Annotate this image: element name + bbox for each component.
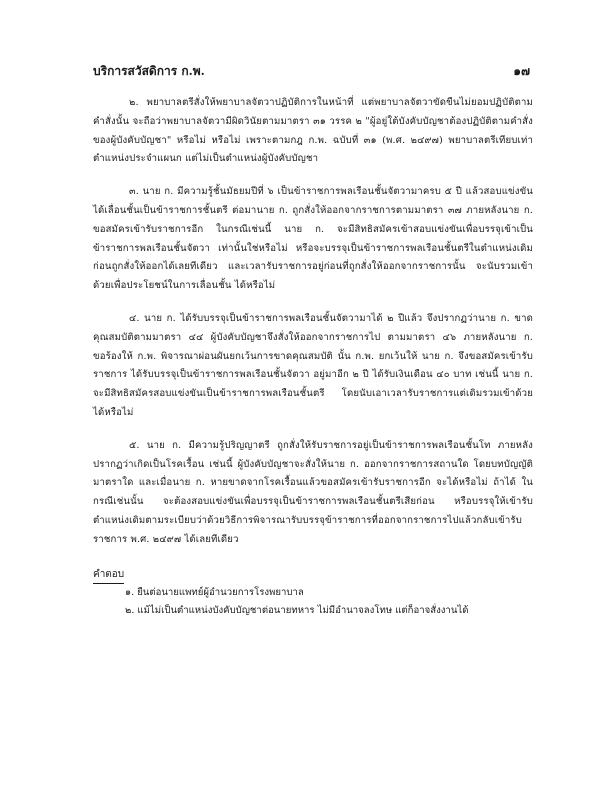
running-title: บริการสวัสดิการ ก.พ.	[93, 64, 205, 78]
page-number: ๑๗	[513, 64, 530, 78]
answer-item: ๑. ยืนต่อนายแพทย์ผู้อำนวยการโรงพยาบาล	[125, 586, 304, 598]
answer-section	[93, 562, 533, 622]
answer-item: ๒. แม้ไม่เป็นตำแหน่งบังคับบัญชาต่อนายทหาร ไม่มีอำนาจลงโทษ แต่ก็อาจสั่งงานได้	[125, 605, 469, 617]
question-5-paragraph: ๕. นาย ก. มีความรู้ปริญญาตรี ถูกสั่งให้รับราชการอยู่เป็นข้าราชการพลเรือนชั้นโท ภายหลังปรากฏว่าเกิดเป็นโรคเรื้อน เช่นนี้ ผู้บังคับบัญชาจะสั่งให้นาย ก. ออกจากราชการสถานใด โดยบทบัญญัติมาตราใด และเมื่อนาย ก. หายขาดจากโรคเรื้อนแล้วขอสมัครเข้ารับราชการอีก จะได้หรือไม่ ถ้าได้ ในกรณีเช่นนั้น จะต้องสอบแข่งขันเพื่อบรรจุเป็นข้าราชการพลเรือนชั้นตรีเสียก่อน หรือบรรจุให้เข้ารับตำแหน่งเดิมตามระเบียบว่าด้วยวิธีการพิจารณารับบรรจุข้าราชการที่ออกจากราชการไปแล้วกลับเข้ารับราชการ พ.ศ. ๒๔๙๗ ได้เลยทีเดียว	[93, 439, 533, 545]
document-body	[93, 94, 533, 621]
answer-heading: คำตอบ	[93, 567, 124, 584]
question-2-paragraph: ๒. พยาบาลตรีสั่งให้พยาบาลจัตวาปฏิบัติการในหน้าที่ แต่พยาบาลจัตวาขัดขืนไม่ยอมปฏิบัติตามคำสั่งนั้น จะถือว่าพยาบาลจัตวามีผิดวินัยตามมาตรา ๓๑ วรรค ๒ "ผู้อยู่ใต้บังคับบัญชาต้องปฏิบัติตามคำสั่งของผู้บังคับบัญชา" หรือไม่ หรือไม่ เพราะตามกฎ ก.พ. ฉบับที่ ๓๑ (พ.ศ. ๒๔๙๗) พยาบาลตรีเทียบเท่าตำแหน่งประจำแผนก แต่ไม่เป็นตำแหน่งผู้บังคับบัญชา	[93, 97, 533, 165]
question-3-paragraph: ๓. นาย ก. มีความรู้ชั้นมัธยมปีที่ ๖ เป็นข้าราชการพลเรือนชั้นจัตวามาครบ ๕ ปี แล้วสอบแข่งขันได้เลื่อนชั้นเป็นข้าราชการชั้นตรี ต่อมานาย ก. ถูกสั่งให้ออกจากราชการตามมาตรา ๓๗ ภายหลังนาย ก. ขอสมัครเข้ารับราชการอีก ในกรณีเช่นนี้ นาย ก. จะมีสิทธิสมัครเข้าสอบแข่งขันเพื่อบรรจุเข้าเป็นข้าราชการพลเรือนชั้นจัตวา เท่านั้นใช่หรือไม่ หรือจะบรรจุเป็นข้าราชการพลเรือนชั้นตรีในตำแหน่งเดิมก่อนถูกสั่งให้ออกได้เลยทีเดียว และเวลารับราชการอยู่ก่อนที่ถูกสั่งให้ออกจากราชการนั้น จะนับรวมเข้าด้วยเพื่อประโยชน์ในการเลื่อนชั้น ได้หรือไม่	[93, 186, 533, 292]
page-header	[93, 62, 530, 78]
question-4-paragraph: ๔. นาย ก. ได้รับบรรจุเป็นข้าราชการพลเรือนชั้นจัตวามาได้ ๒ ปีแล้ว จึงปรากฏว่านาย ก. ขาดคุณสมบัติตามมาตรา ๔๔ ผู้บังคับบัญชาจึงสั่งให้ออกจากราชการไป ตามมาตรา ๔๖ ภายหลังนาย ก. ขอร้องให้ ก.พ. พิจารณาผ่อนผันยกเว้นการขาดคุณสมบัติ นั้น ก.พ. ยกเว้นให้ นาย ก. จึงขอสมัครเข้ารับราชการ ได้รับบรรจุเป็นข้าราชการพลเรือนชั้นจัตวา อยู่มาอีก ๒ ปี ได้รับเงินเดือน ๔๐ บาท เช่นนี้ นาย ก. จะมีสิทธิสมัครสอบแข่งขันเป็นข้าราชการพลเรือนชั้นตรี โดยนับเอาเวลารับราชการแต่เดิมรวมเข้าด้วย ได้หรือไม่	[93, 312, 533, 418]
